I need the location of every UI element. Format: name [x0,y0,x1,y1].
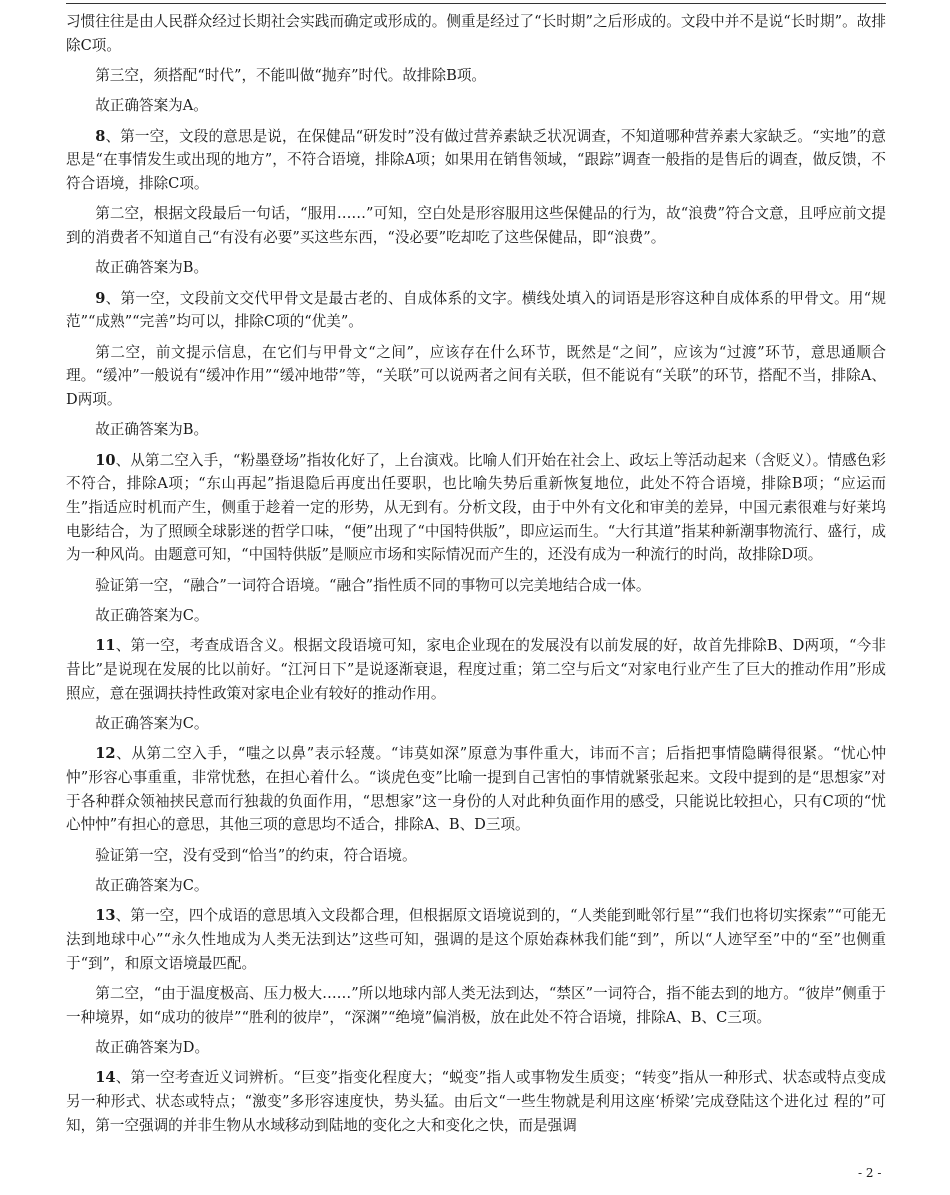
paragraph-text: 验证第一空，“融合”一词符合语境。“融合”指性质不同的事物可以完美地结合成一体。 [95,576,651,594]
paragraph [66,418,886,442]
paragraph-text: 第二空，前文提示信息，在它们与甲骨文“之间”，应该存在什么环节，既然是“之间”，应该为“过渡”环节，意思通顺合理。“缓冲”一般说有“缓冲作用”“缓冲地带”等，“关联”可以说两者之间有关联，但不能说有“关联”的环节，搭配不当，排除A、D两项。 [66,343,886,408]
paragraph-text: 故正确答案为C。 [95,877,209,894]
paragraph-text: 、第一空考查近义词辨析。“巨变”指变化程度大；“蜕变”指人或事物发生质变；“转变”指从一种形式、状态或特点变成另一种形式、状态或特点；“激变”多形容速度快，势头猛。由后文“一些生物就是利用这座‘桥梁’完成登陆这个进化过 程的”可知，第一空强调的并非生物从水域移动到陆地的变化之大和变化之快，而是强调 [66,1069,886,1134]
paragraph [66,904,886,975]
paragraph [66,341,886,412]
paragraph [66,64,886,88]
question-number: 12 [95,745,116,763]
paragraph-text: 、第一空，四个成语的意思填入文段都合理，但根据原文语境说到的，“人类能到毗邻行星”“我们也将切实探索”“可能无法到地球中心”“永久性地成为人类无法到达”这些可知，强调的是这个原始森林我们能“到”，所以“人迹罕至”中的“至”也侧重于“到”，和原文语境最匹配。 [66,907,886,972]
paragraph [66,256,886,280]
question-number: 11 [95,637,116,655]
page-number: - 2 - [858,1166,882,1180]
paragraph [66,94,886,118]
paragraph [66,287,886,334]
document-body [66,10,886,1144]
paragraph-text: 第二空，“由于温度极高、压力极大……”所以地球内部人类无法到达，“禁区”一词符合，指不能去到的地方。“彼岸”侧重于一种境界，如“成功的彼岸”“胜利的彼岸”，“深渊”“绝境”偏消极，放在此处不符合语境，排除A、B、C三项。 [66,985,886,1026]
paragraph [66,574,886,598]
paragraph [66,1066,886,1137]
paragraph-text: 、第一空，文段前文交代甲骨文是最古老的、自成体系的文字。横线处填入的词语是形容这种自成体系的甲骨文。用“规范”“成熟”“完善”均可以，排除C项的“优美”。 [66,289,886,331]
question-number: 14 [95,1069,116,1087]
paragraph-text: 故正确答案为D。 [95,1039,210,1056]
paragraph-text: 、第一空，考查成语含义。根据文段语境可知，家电企业现在的发展没有以前发展的好，故首先排除B、D两项，“今非昔比”是说现在发展的比以前好。“江河日下”是说逐渐衰退，程度过重；第二空与后文“对家电行业产生了巨大的推动作用”形成照应，意在强调扶持性政策对家电企业有较好的推动作用。 [66,637,886,702]
paragraph-text: 第三空，须搭配“时代”，不能叫做“抛弃”时代。故排除B项。 [95,67,487,84]
paragraph-text: 故正确答案为C。 [95,607,209,624]
paragraph [66,742,886,837]
paragraph-text: 故正确答案为B。 [95,259,209,277]
paragraph [66,982,886,1029]
paragraph-text: 习惯往往是由人民群众经过长期社会实践而确定或形成的。侧重是经过了“长时期”之后形成的。文段中并不是说“长时期”。故排除C项。 [66,13,886,54]
paragraph [66,1036,886,1060]
paragraph-text: 故正确答案为C。 [95,715,209,732]
header-rule [66,3,886,4]
paragraph [66,844,886,868]
paragraph-text: 故正确答案为A。 [95,97,208,115]
paragraph-text: 、从第二空入手，“粉墨登场”指妆化好了，上台演戏。比喻人们开始在社会上、政坛上等活动起来（含贬义）。情感色彩不符合，排除A项；“东山再起”指退隐后再度出任要职，也比喻失势后重新恢复地位，此处不符合语境，排除B项；“应运而生”指适应时机而产生，侧重于趁着一定的形势，从无到有。分析文段，由于中外有文化和审美的差异，中国元素很难与好莱坞电影结合，为了照顾全球影迷的哲学口味，“便”出现了“中国特供版”，即应运而生。“大行其道”指某种新潮事物流行、盛行，成为一种风尚。由题意可知，“中国特供版”是顺应市场和实际情况而产生的，还没有成为一种流行的时尚，故排除D项。 [66,451,886,564]
paragraph-text: 、第一空，文段的意思是说，在保健品“研发时”没有做过营养素缺乏状况调查，不知道哪种营养素大家缺乏。“实地”的意思是“在事情发生或出现的地方”，不符合语境，排除A项；如果用在销售领域，“跟踪”调查一般指的是售后的调查，做反馈，不符合语境，排除C项。 [66,127,886,192]
paragraph-text: 故正确答案为B。 [95,421,209,439]
paragraph [66,449,886,568]
paragraph-text: 第二空，根据文段最后一句话，“服用……”可知，空白处是形容服用这些保健品的行为，故“浪费”符合文意，且呼应前文提到的消费者不知道自己“有没有必要”买这些东西，“没必要”吃却吃了这些保健品，即“浪费”。 [66,205,886,246]
paragraph [66,10,886,57]
question-number: 9 [95,289,106,307]
question-number: 10 [95,451,116,469]
paragraph [66,604,886,628]
paragraph [66,874,886,898]
paragraph [66,125,886,196]
question-number: 13 [95,907,116,925]
question-number: 8 [95,127,106,145]
paragraph [66,712,886,736]
paragraph-text: 验证第一空，没有受到“恰当”的约束，符合语境。 [95,846,417,864]
paragraph [66,202,886,249]
paragraph [66,634,886,705]
paragraph-text: 、从第二空入手，“嗤之以鼻”表示轻蔑。“讳莫如深”原意为事件重大，讳而不言；后指把事情隐瞒得很紧。“忧心忡忡”形容心事重重，非常忧愁，在担心着什么。“谈虎色变”比喻一提到自己害怕的事情就紧张起来。文段中提到的是“思想家”对于各种群众领袖挟民意而行独裁的负面作用，“思想家”这一身份的人对此种负面作用的感受，只能说比较担心，只有C项的“忧心忡忡”有担心的意思，其他三项的意思均不适合，排除A、B、D三项。 [66,745,886,834]
